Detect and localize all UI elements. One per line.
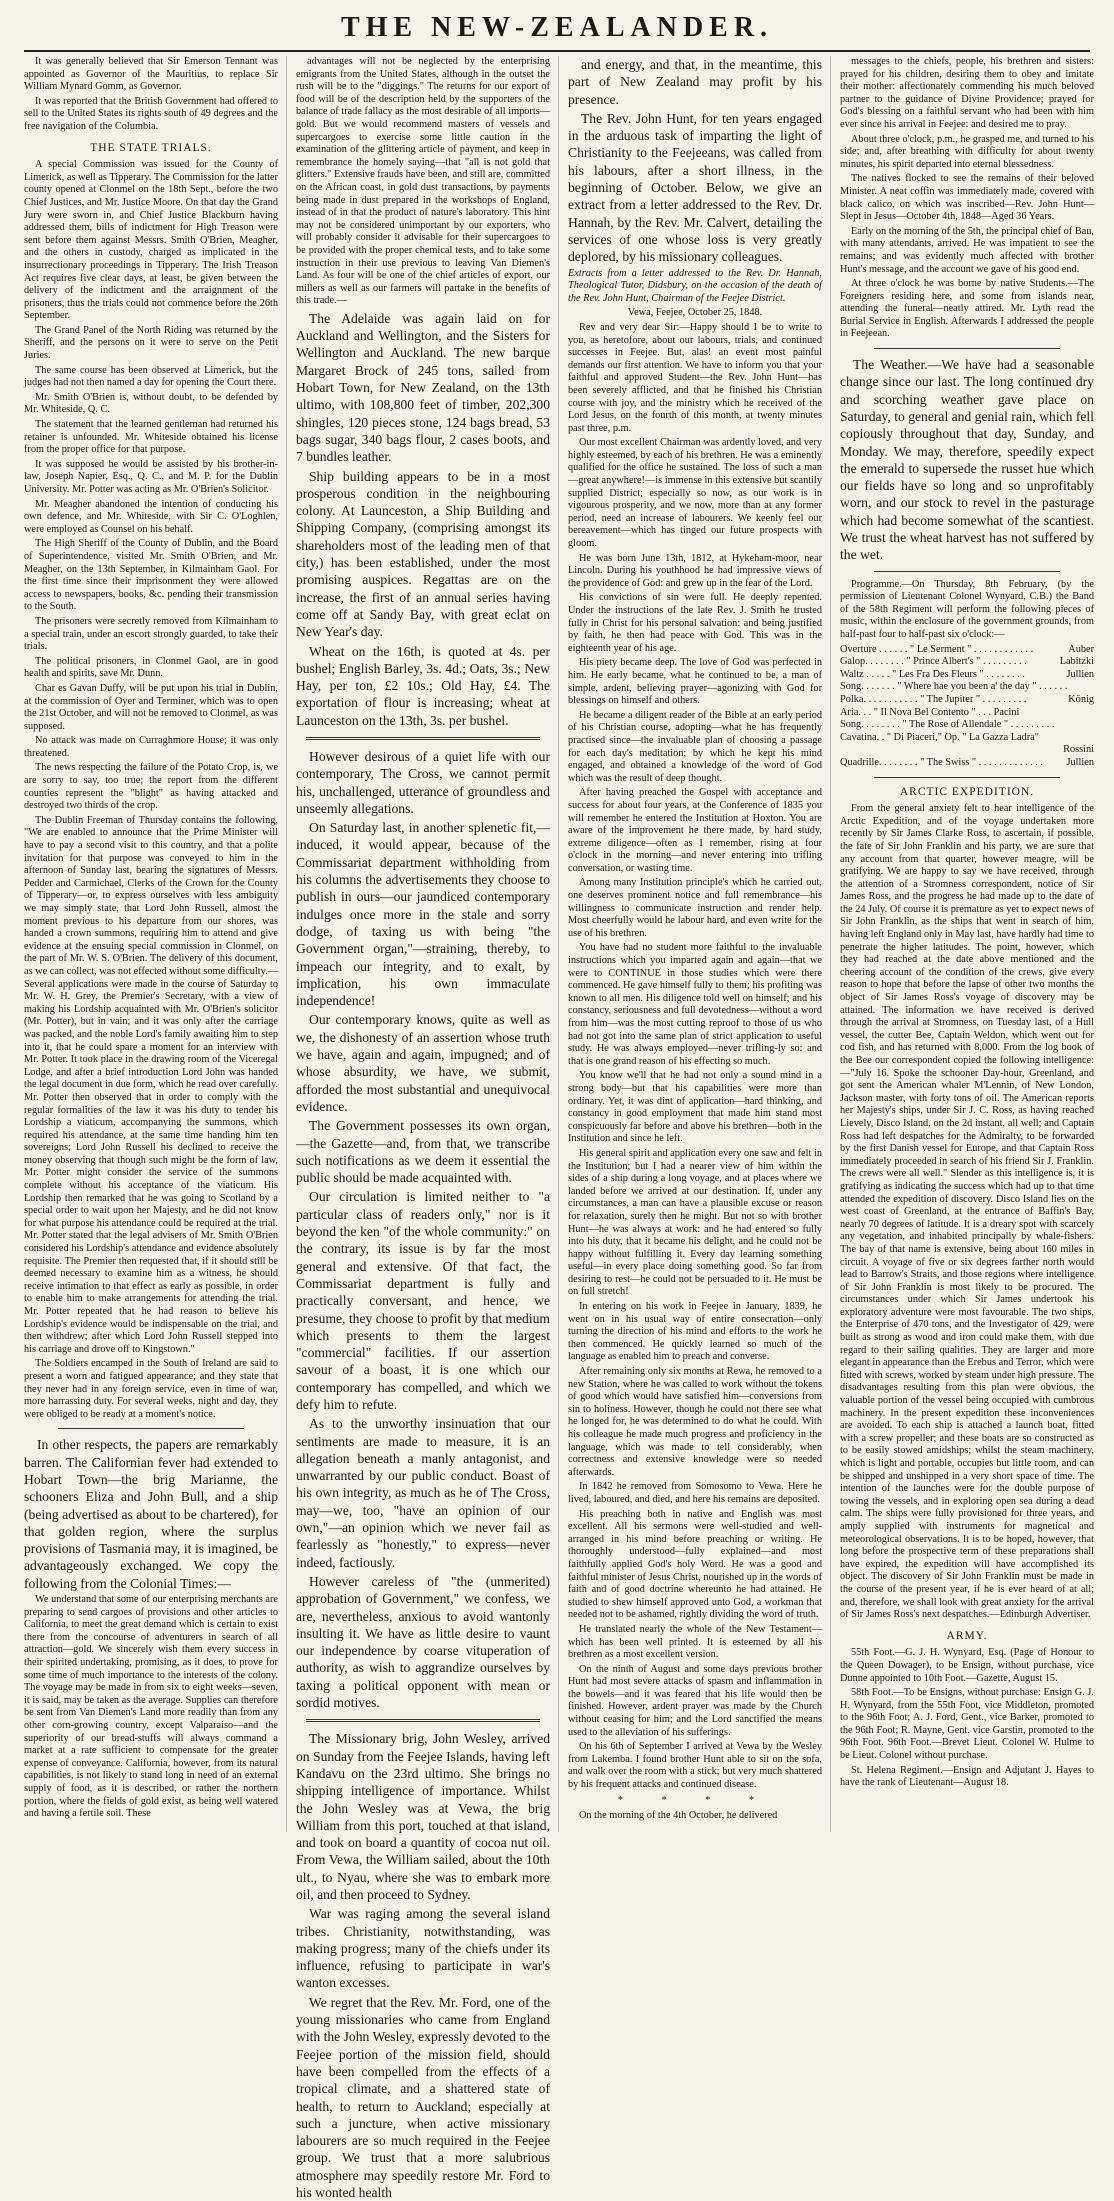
paragraph: He was born June 13th, 1812, at Hykeham-moor, near Lincoln. During his youthhood he had impressive views of the providence of God: and grew up in the fear of the Lord. (568, 552, 822, 589)
paragraph: On Saturday last, in another splenetic fit,—induced, it would appear, because of the Commissariat department withholding from his columns the advertisements they choose to publish in ours—our jaundiced contemporary indulges once more in the stale and sorry dodge, of taxing us with being "the Government organ,"—straining, thereby, to impeach our integrity, and to exalt, by implication, his own immaculate independence! (296, 820, 550, 1009)
paragraph: In entering on his work in Feejee in January, 1839, he went on in his usual way of entire consecration—only turning the direction of his mind and efforts to the work he then commenced. He quickly learned so much of the language as enabled him to preach and converse. (568, 1301, 822, 1363)
programme-row (840, 681, 1094, 694)
programme-piece: Song. . . . . . . " Where hae you been a' the day " . . . . . . (840, 681, 1068, 693)
paragraph: We regret that the Rev. Mr. Ford, one of the young missionaries who came from England with the John Wesley, expressly devoted to the Feejee portion of the mission field, should have been compelled from the effects of a tropical climate, and a shattered state of health, to return to Auckland; especially at such a juncture, when active missionary labourers are so much required in the Feejee group. We trust that a more salubrious atmosphere may speedily restore Mr. Ford to his wonted health (296, 1994, 550, 2201)
paragraph: Among many Institution principle's which he carried out, one deserves prominent notice and full remembrance—his willingness to communicate instruction and render help. Most cheerfully would he labour hard, and even write for the use of his brethren. (568, 877, 822, 939)
section-rule (58, 1428, 244, 1429)
paragraph: It was supposed he would be assisted by his brother-in-law, Joseph Napier, Esq., Q. C., and M. P. for the Dublin University. Mr. Potter was acting as Mr. O'Brien's Solicitor. (24, 458, 278, 495)
paragraph: The Adelaide was again laid on for Auckland and Wellington, and the Sisters for Wellington and Auckland. The new barque Margaret Brock of 245 tons, sailed from Hobart Town, for New Zealand, on the 13th ultimo, with 108,800 feet of timber, 202,300 shingles, 120 pieces stone, 124 bags bread, 53 bags sugar, 340 bags flour, 2 cases boots, and 7 bundles leather. (296, 310, 550, 465)
letter-dateline: Vewa, Feejee, October 25, 1848. (627, 307, 763, 319)
paragraph: At three o'clock he was borne by native Students.—The Foreigners residing here, and some from islands near, attending the funeral—neatly attired. Mr. Lyth read the Burial Service in English. Afterwards I addressed the people in Feejeean. (840, 278, 1094, 340)
paragraph: You have had no student more faithful to the invaluable instructions which you imparted again and again—that we were to CONTINUE in those studies which were there commenced. He gave himself fully to them; his profiting was known to all men. His diligence told well on himself; and his constancy, seriousness and full devotedness—without a word from him—was the most cutting reproof to those of us who had not got into the same plan of strict application to useful study. He was always employed—never trifling-ly so: and that is one grand reason of his effecting so much. (568, 942, 822, 1067)
programme-row (840, 744, 1094, 757)
paragraph: Mr. Meagher abandoned the intention of conducting his own defence, and Mr. Whiteside, with Sir C. O'Loghlen, were employed as Counsel on his behalf. (24, 498, 278, 535)
paragraph: The statement that the learned gentleman had returned his retainer is unfounded. Mr. Whiteside obtained his license from the proper office for that purpose. (24, 419, 278, 456)
section-rule (874, 348, 1060, 349)
paragraph: The Weather.—We have had a seasonable change since our last. The long continued dry and scorching weather gave place on Saturday, to general and genial rain, which fell copiously throughout that day, Sunday, and Monday. We may, therefore, speedily expect the emerald to supersede the russet hue which our fields have so long and so unprofitably worn, and our stock to revel in the pasturage which had become somewhat of the scantiest. We trust the wheat harvest has not suffered by the wet. (840, 357, 1094, 563)
masthead-rule (24, 50, 1090, 52)
paragraph: The news respecting the failure of the Potato Crop, is, we are sorry to say, too true; the report from the different counties represent the "blight" as having attacked and destroyed two thirds of the crop. (24, 762, 278, 812)
paragraph: The Missionary brig, John Wesley, arrived on Sunday from the Feejee Islands, having left Kandavu on the 23rd ultimo. She brings no shipping intelligence of importance. Whilst the John Wesley was at Vewa, the brig William from this port, touched at that island, and took on board a quantity of cocoa nut oil. From Vewa, the William sailed, about the 10th ult., to Nyau, where she was to embark more oil, and then proceed to Sydney. (296, 1731, 550, 1902)
paragraph: His piety became deep. The love of God was perfected in him. He early became, what he continued to be, a man of simple, ardent, believing prayer—agonizing with God for blessings on himself and others. (568, 657, 822, 707)
section-rule (874, 571, 1060, 572)
paragraph: His convictions of sin were full. He deeply repented. Under the instructions of the late Rev. J. Smith he trusted fully in Christ for his personal salvation: and being justified by faith, he then had peace with God. This was in the eighteenth year of his age. (568, 592, 822, 654)
paragraph: From the general anxiety felt to hear intelligence of the Arctic Expedition, and of the voyage undertaken more recently by Sir James Clarke Ross, to ascertain, if possible, the fate of Sir John Franklin and his party, we are sure that any account from that quarter, however meagre, will be gratifying. We are happy to say we have received, through the attention of a Stromness correspondent, notice of Sir James Ross, and the progress he had made up to the date of the 24 July. Of course it is premature as yet to expect news of Sir John Franklin, as the ships that went in search of him, having left England only in May last, have hardly had time to penetrate the higher latitudes. The point, however, which they had reached at the date above mentioned and the cheering account of the condition of the crews, give every reason to hope that before the lapse of other two months the object of Sir James Ross's voyage of discovery may be attained. The information we have received is derived through the arrival at Stromness, on Tuesday last, of a Hull vessel, the cutter Bee, Captain Weldon, which went out for cod fish, and has returned with 8,000. From the log book of the Bee our correspondent copied the following intelligence:—"July 16. Spoke the schooner Day-hour, Greenland, and got sent the American whaler M'Lennin, of New London, Jackson master, with forty tons of oil. The American reports her Majesty's ships, under Sir J. C. Ross, as having reached Lievely, Disco Island, on the 2d instant, all well; and Captain Ross had left despatches for the Admiralty, to be forwarded by the first Danish vessel for Europe, and that Captain Ross immediately proceeded in search of his friend Sir J. Franklin. The crews were all well." Slender as this intelligence is, it is gratifying as indicating the success which had up to that time attended the expedition of discovery. Disco Island lies on the west coast of Greenland, at the entrance of Baffin's Bay, nearly 70 degrees of latitude. It is a dreary spot with scarcely any vegetation, and inhabited principally by whale-fishers. The bay of that name is extensive, being about 160 miles in circuit. A voyage of five or six degrees farther north would lead to Barrow's Straits, and those regions where intelligence of Sir John Franklin is most likely to be procured. The circumstances under which Sir James undertook his exploratory adventure were most favourable. The two ships, the Enterprise of 470 tons, and the Investigator of 429, were built as strong as wood and iron could make them, with due regard to their sailing qualities. They are larger and more elegant in appearance than the Erebus and Terror, which were fitted with screws, worked by steam under high pressure. The disadvantages resulting from this plan were obvious, the valuable portion of the vessel being occupied with cumbrous machinery. In the present expedition these inconveniences are avoided. To each ship is attached a launch boat, fitted with a screw propeller; and these boats are so constructed as to be easily stowed amidships; whilst the steam machinery, which is light and portable, occupies but little room, and can be shipped and unshipped in a very short space of time. The intention of the launches were for the double purpose of towing the vessels, and in exploring open sea during a dead calm. The ships were fully provisioned for three years, and amply supplied with instruments for magnetical and meteorological observations. It is to be hoped, however, that long before the prospective term of these preparations shall have expired, the expedition will have accomplished its object. The discovery of Sir John Franklin must be made in the course of the present year, if he is ever heard of at all; and, therefore, we shall look with great anxiety for the arrival of Sir James Ross's next despatches.—Edinburgh Advertiser. (840, 803, 1094, 1621)
programme-row (840, 732, 1094, 745)
paragraph: The natives flocked to see the remains of their beloved Minister. A neat coffin was immediately made, covered with black calico, on which was inscribed—Rev. John Hunt—Slept in Jesus—October 4th, 1848—Aged 36 Years. (840, 173, 1094, 223)
programme-piece: Song. . . . . . . . " The Rose of Allendale " . . . . . . . . . (840, 719, 1055, 731)
programme-row (840, 719, 1094, 732)
paragraph: His general spirit and application every one saw and felt in the Institution; but I had a nearer view of him within the sides of a ship during a long voyage, and at places where we landed before we arrived at our destination. If, under any circumstances, a man can have a plausible excuse or reason for relaxation, surely then he might. But not so with brother Hunt—he was always at work: and he had entered so fully into his duty, that it became his delight, and he could not be happy without fulfilling it. Every day learning something useful—in every place doing something good. So far from desiring to rest—he could not be persuaded to it. He must be on full stretch! (568, 1147, 822, 1298)
paragraph: Mr. Smith O'Brien is, without doubt, to be defended by Mr. Whiteside, Q. C. (24, 391, 278, 416)
paragraph: Programme.—On Thursday, 8th February, (by the permission of Lieutenant Colonel Wynyard, C.B.) the Band of the 58th Regiment will perform the following pieces of music, within the enclosure of the government grounds, from half-past four to half-past six o'clock:— (840, 578, 1094, 640)
paragraph: 58th Foot.—To be Ensigns, without purchase: Ensign G. J. H. Wynyard, from the 55th Foot, vice Middleton, promoted to the 96th Foot; A. J. Ford, Gent., vice Barker, promoted to the 96th Foot; R. Mayne, Gent. vice Garstin, promoted to the 96th Foot. 96th Foot.—Brevet Lieut. Colonel W. Hulme to be Lieut. Colonel without purchase. (840, 1687, 1094, 1762)
paragraph: St. Helena Regiment.—Ensign and Adjutant J. Hayes to have the rank of Lieutenant—August 18. (840, 1764, 1094, 1789)
paragraph: Our circulation is limited neither to "a particular class of readers only," nor is it beyond the ken "of the whole community:" on the contrary, its issue is by far the most general and extensive. Of that fact, the Commissariat department is fully and practically conversant, and hence, we presume, they choose to profit by that medium which presents to them the largest "commercial" facilities. If our assertion savour of a boast, it is one which our contemporary has compelled, and which we defy him to refute. (296, 1189, 550, 1412)
programme-composer: Jullien (1066, 668, 1094, 680)
paragraph: Our contemporary knows, quite as well as we, the dishonesty of an assertion whose truth we have, again and again, impugned; and of whose absurdity, we have, we submit, afforded the most substantial and unequivocal evidence. (296, 1012, 550, 1114)
programme-piece: Quadrille. . . . . . . . " The Swiss " . . . . . . . . . . . . . (840, 756, 1043, 768)
paragraph: The Rev. John Hunt, for ten years engaged in the arduous task of imparting the light of Christianity to the Feejeeans, was called from his labours, after a short illness, in the beginning of October. Below, we give an extract from a letter addressed to the Rev. Dr. Hannah, by the Rev. Mr. Calvert, detailing the services of one whose loss is very greatly deplored, by his missionary colleagues. (568, 110, 822, 265)
paragraph: The Grand Panel of the North Riding was returned by the Sheriff, and the persons on it were to serve on the Petit Juries. (24, 324, 278, 362)
paragraph: The prisoners were secretly removed from Kilmainham to a special train, under an escort strongly guarded, to take their trials. (24, 615, 278, 653)
programme-row (840, 644, 1094, 657)
paragraph: War was raging among the several island tribes. Christianity, notwithstanding, was making progress; many of the chiefs under its influence, refusing to participate in war's wanton excesses. (296, 1906, 550, 1991)
paragraph: Ship building appears to be in a most prosperous condition in the neighbouring colony. At Launceston, a Ship Building and Shipping Company, (comprising amongst its shareholders most of the leading men of that city,) has been established, under the most promising auspices. Regattas are on the increase, the first of an annual series having come off at Sandy Bay, with great eclat on New Year's day. (296, 468, 550, 640)
paragraph: advantages will not be neglected by the enterprising emigrants from the United States, although in the outset the rush will be to the "diggings." The returns for our export of food will be of the description held by the supporters of the balance of trade fallacy as the most desirable of all imports—gold. But we would recommend masters of vessels and supercargoes to exercise some little caution in the examination of the glittering article of payment, and keep in remembrance the homely saying—that "all is not gold that glitters." Extensive frauds have been, and still are, committed on the African coast, in gold dust transactions, by payments being made in dust prepared in the workshops of England, instead of in that the product of nature's laboratory. This hint may not be considered unimportant by our exporters, who will probably consider it advisable for their supercargoes to be provided with the proper chemical tests, and to take some instruction in their use previous to leaving Van Diemen's Land. As four will be one of the chief articles of export, our millers as well as our farmers will partake in the benefits of this trade.— (296, 56, 550, 307)
programme-composer: Auber (1068, 643, 1094, 655)
section-rule (306, 1719, 540, 1722)
paragraph: Wheat on the 16th, is quoted at 4s. per bushel; English Barley, 3s. 4d.; Oats, 3s.; New Hay, per ton, £2 10s.; Old Hay, £4. The exportation of flour is increasing; wheat at Launceston on the 13th, 3s. per bushel. (296, 643, 550, 728)
asterism: * * * * (617, 1794, 773, 1806)
paragraph: A special Commission was issued for the County of Limerick, as well as Tipperary. The Commission for the latter county opened at Clonmel on the 18th Sept., before the two Chief Justices, and Mr. Justice Moore. On that day the Grand Jury were sworn in, and Chief Justice Blackburn having addressed them, bills of indictment for High Treason were sent before them against Messrs. Smith O'Brien, Meagher, and the others in custody, charged as implicated in the insurrectionary proceedings in Tipperary. The Irish Treason Act requires five clear days, at least, be given between the delivery of the indictment and the arraignment of the prisoners, thus the trials could not commence before the 26th September. (24, 159, 278, 322)
paragraph: On the morning of the 4th October, he delivered (579, 1810, 778, 1822)
paragraph: In 1842 he removed from Somosomo to Vewa. Here he lived, laboured, and died, and here his remains are deposited. (568, 1481, 822, 1505)
programme-composer: Labitzki (1059, 656, 1094, 668)
paragraph: It was reported that the British Government had offered to sell to the United States its rights south of 49 degrees and the free navigation of the Columbia. (24, 95, 278, 132)
section-heading-army: ARMY. (946, 1629, 988, 1642)
paragraph: messages to the chiefs, people, his brethren and sisters: prayed for his children, desiring them to obey and imitate their mother: affectionately commending his much beloved partner to the guidance of Divine Providence; prayed for God's blessing on a faithful servant who had been with him ever since his arrival in Feejee: and desired me to pray. (840, 56, 1094, 130)
programme-composer: Rossini (1063, 744, 1094, 756)
section-heading-arctic-expedition: ARCTIC EXPEDITION. (899, 785, 1035, 798)
paragraph: As to the unworthy insinuation that our sentiments are made to measure, it is an allegation beneath a manly antagonist, and unwarranted by our public conduct. Boast of his own integrity, as much as he of The Cross, may—we, too, "have an opinion of our own,"—an opinion which we never fail as fearlessly as "honestly," to express—never indeed, factiously. (296, 1416, 550, 1570)
paragraph: We understand that some of our enterprising merchants are preparing to send cargoes of provisions and other articles to California, to meet the great demand which is certain to exist there from the concourse of adventurers in search of all attraction—gold. We sincerely wish them every success in their spirited undertaking, promising, as it does, to prove for some time of much importance to the interests of the colony. The voyage may be made in from six to eight weeks—seven, it is said, may be taken as the average. Supplies can therefore be sent from Van Diemen's Land more readily than from any other corn-growing country, except Valparaiso—and the superiority of our bread-stuffs will always command a market at a rate sufficient to compensate for the greater expense of conveyance. California, however, from its natural capabilities, is not likely to stand long in need of an external supply of food, as it is described, or rather the northern portion, where the fields of gold exist, as being well watered and having a fertile soil. These (24, 1594, 278, 1820)
programme-row (840, 656, 1094, 669)
paragraph: However desirous of a quiet life with our contemporary, The Cross, we cannot permit his, unchallenged, utterance of groundless and unseemly allegations. (296, 749, 550, 816)
paragraph: His preaching both in native and English was most excellent. All his sermons were well-studied and well-arranged in his mind before preaching or writing. He thoroughly understood—fully explained—and most faithfully applied God's holy Word. He was a good and faithful minister of Jesus Christ, nourished up in the words of faith and of good doctrine whereunto he had attained. He studied to shew himself approved unto God, a workman that needed not to be ashamed, rightly dividing the word of truth. (568, 1508, 822, 1621)
programme-piece (840, 744, 1063, 757)
programme-composer: Jullien (1066, 756, 1094, 768)
paragraph: Early on the morning of the 5th, the principal chief of Bau, with many attendants, arrived. He was impatient to see the remains; and was evidently much affected with brother Hunt's message, and the account we gave of his good end. (840, 225, 1094, 275)
column-divider (830, 56, 831, 1832)
column-divider (558, 56, 559, 1832)
section-rule (306, 737, 540, 740)
section-rule (874, 777, 1060, 778)
programme-piece: Waltz . . . . . " Les Fra Des Fleurs " . . . . . . . . (840, 668, 1025, 680)
paragraph: About three o'clock, p.m., he grasped me, and turned to his side; and, after breathing with difficulty for about twenty minutes, his spirit departed into eternal blessedness. (840, 133, 1094, 170)
paragraph: 55th Foot.—G. J. H. Wynyard, Esq. (Page of Honour to the Queen Dowager), to be Ensign, without purchase, vice Dunne appointed to 10th Foot.—Gazette, August 15. (840, 1647, 1094, 1684)
paragraph: After having preached the Gospel with acceptance and success for about four years, at the Conference of 1835 you will remember he entered the Institution at Hoxton. You are aware of the improvement he there made, by hard study, extreme diligence—often as I remember, rising at four o'clock in the morning—and never entering into trifling conversation, or wasting time. (568, 787, 822, 874)
column-divider (286, 56, 287, 1832)
paragraph: You know we'll that he had not only a sound mind in a strong body—but that his capabilities were more than ordinary. Yet, it was dint of application—hard thinking, and constancy in good employment that made him stand most conspicuously far before and above his brethren—both in the Institution and since he left. (568, 1070, 822, 1145)
paragraph: The political prisoners, in Clonmel Gaol, are in good health and spirits, save Mr. Dunn. (24, 655, 278, 680)
paragraph: In other respects, the papers are remarkably barren. The Californian fever had extended to Hobart Town—the brig Marianne, the schooners Eliza and John Bull, and a ship (being advertised as about to be chartered), for that golden region, where the surplus provisions of Tasmania may, it is imagined, be advantageously exchanged. We copy the following from the Colonial Times:— (24, 1437, 278, 1591)
paragraph: After remaining only six months at Rewa, he removed to a new Station, where he was called to work without the tokens of good which would have satisfied him—conversions from sin to holiness. However, though he could not there see what he longed for, he was determined to do what he could. With his colleague he made much progress and proficiency in the language, which was made to tell considerably, when correctness and extensive knowledge were so needed afterwards. (568, 1366, 822, 1478)
masthead: THE NEW-ZEALANDER. (340, 12, 774, 43)
paragraph: The same course has been observed at Limerick, but the judges had not then named a day for opening the Court there. (24, 364, 278, 389)
paragraph: It was generally believed that Sir Emerson Tennant was appointed as Governor of the Mauritius, to replace Sir William Mynard Gomm, as Governor. (24, 56, 278, 93)
column-3 (568, 56, 822, 1832)
paragraph: The Government possesses its own organ,—the Gazette—and, from that, we transcribe such notifications as we deem it essential the public should be made acquainted with. (296, 1118, 550, 1186)
programme-row (840, 694, 1094, 707)
paragraph: No attack was made on Curraghmore House; it was only threatened. (24, 735, 278, 759)
paragraph: On the ninth of August and some days previous brother Hunt had most severe attacks of spasm and inflammation in the bowels—and it was feared that his life would then be finished. However, ardent prayer was made by the Church without ceasing for him; and the Lord sanctified the means used to the alleviation of his sufferings. (568, 1663, 822, 1738)
paragraph: The Soldiers encamped in the South of Ireland are said to present a worn and fatigued appearance; and they state that they never had in any foreign service, even in time of war, more harrassing duty. For several weeks, night and day, they were obliged to be ready at a moment's notice. (24, 1358, 278, 1420)
paragraph: The Dublin Freeman of Thursday contains the following, "We are enabled to announce that the Prime Minister will have to pay a second visit to this country, and that a polite invitation for that purpose was conveyed to him in the afternoon of Sunday last, bearing the signatures of Messrs. Pedder and Carmichael, Clerks of the Crown for the County of Tipperary—or, to express ourselves with less ambiguity we may simply state, that Lord John Russell, almost the moment previous to his departure from our shores, was handed a crown summons, requiring him to attend and give evidence at the ensuing special commission in Clonmel, on the part of Mr. W. S. O'Brien. The delivery of this document, as we can collect, was not effected without some difficulty.—Several applications were made in the course of Saturday to Mr. W. H. Grey, the Premier's Secretary, with a view of making his Lordship acquainted with Mr. O'Brien's solicitor (Mr. Potter), but in vain; and it was only after the carriage was packed, and the noble Lord's family awaiting him to step into it, that he could spare a moment for an interview with Mr. Potter. It took place in the drawing room of the Viceregal Lodge, and after a brief introduction Lord John was handed the legal document in due form, which he read over carefully. Mr. Potter then observed that in order to comply with the regular formalities of the law it was his duty to tender his Lordship a viaticum, accompanying the summons, which required his attendance, at the same time handing him ten sovereigns; Lord John Russell his declined to receive the money observing that though such might be the form of law, Mr. Potter might consider the service of the summons complete without his acceptance of the viaticum. His Lordship then remarked that he was going to Scotland by a special order to wait upon her Majesty, and he did not know for what purpose his attendance could be required at the trial. Mr. Potter stated that the legal advisers of Mr. Smith O'Brien considered his Lordship's attendance and evidence absolutely requisite. The Premier then requested that, if it should still be deemed necessary to examine him as a witness, he should receive intimation to that effect as early as possible, in order to enable him to make arrangements for attending the trial. Mr. Potter repeated that he had reason to believe his Lordship's evidence would be indispensable on the trial, and then withdrew; after which Lord John Russell stepped into his carriage and drove off to Kingstown." (24, 814, 278, 1355)
letter-heading: Extracts from a letter addressed to the Rev. Dr. Hannah, Theological Tutor, Didsbury, on the occasion of the death of the Rev. John Hunt, Chairman of the Feejee District. (568, 267, 822, 304)
programme-piece: Galop. . . . . . . . " Prince Albert's " . . . . . . . . . (840, 656, 1027, 668)
paragraph: On his 6th of September I arrived at Vewa by the Wesley from Lakemba. I found brother Hunt able to sit on the sofa, and walk over the room with a stick; but very much shattered by his frequent attacks and continued disease. (568, 1741, 822, 1791)
programme-piece: Cavatina. . " Di Piaceri," Op. " La Gazza Ladra" (840, 731, 1039, 743)
paragraph: However careless of "the (unmerited) approbation of Government," we confess, we are, nevertheless, anxious to avoid wantonly insulting it. We have as little desire to vaunt our independence by coarse vituperation of authority, as wish to aggrandize ourselves by taxing a political opponent with mean or sordid motives. (296, 1573, 550, 1711)
column-4 (840, 56, 1094, 1832)
programme-row (840, 669, 1094, 682)
paragraph: The High Sheriff of the County of Dublin, and the Board of Superintendence, visited Mr. Smith O'Brien, and Mr. Meagher, on the 13th September, in Kilmainham Gaol. For the first time since their imprisonment they were allowed access to newspapers, books, &c. pending their transmission to the South. (24, 538, 278, 613)
paragraph: He translated nearly the whole of the New Testament—which has been well printed. It is esteemed by all his brethren as a most excellent version. (568, 1623, 822, 1661)
programme-piece: Aria. . . " Il Nova Bel Contento " . . . Pacini (840, 706, 1020, 718)
paragraph: He became a diligent reader of the Bible at an early period of his Christian course, adopting—what he has frequently practised since—the invaluable plan of choosing a passage for each day's meditation; by which he kept his mind engaged, and obtained a knowledge of the word of God which was the result of deep thought. (568, 709, 822, 784)
paragraph: and energy, and that, in the meantime, this part of New Zealand may profit by his presence. (568, 57, 822, 107)
section-heading-state-trials: THE STATE TRIALS. (90, 141, 212, 154)
paragraph: Our most excellent Chairman was ardently loved, and very highly esteemed, by each of his brethren. He was a eminently qualified for the office he sustained. The loss of such a man—great anywhere!—is immense in this extensive but scantily supplied District; especially so now, as our work is in vigourous prosperity, and we now, more than at any former period, need an increase of labourers. We keenly feel our bereavement—which has tinged our future prospects with gloom. (568, 437, 822, 550)
programme-piece: Overture . . . . . . " Le Serment " . . . . . . . . . . . . (840, 643, 1034, 655)
music-programme (840, 644, 1094, 770)
programme-composer: König (1068, 693, 1094, 705)
programme-row (840, 707, 1094, 720)
paragraph: Rev and very dear Sir:—Happy should I be to write to you, as heretofore, about our labours, trials, and continued successes in Feejee. But, alas! an event most painful demands our first attention. We have to inform you that your faithful and approved Student—the Rev. John Hunt—has been severely afflicted, and that he finished his Christian course with joy, and the ministry which he received of the Lord Jesus, on the fourth of this month, at twenty minutes past three, p.m. (568, 321, 822, 434)
paragraph: Char es Gavan Duffy, will be put upon his trial in Dublin, at the commission of Oyer and Terminer, which was to open the 21st October, and will not be removed to Clonmel, as was supposed. (24, 682, 278, 732)
column-2 (296, 56, 550, 2201)
programme-piece: Polka. . . . . . . . . . . " The Jupiter " . . . . . . . . . (840, 693, 1027, 705)
column-1 (24, 56, 278, 1832)
programme-row (840, 757, 1094, 770)
